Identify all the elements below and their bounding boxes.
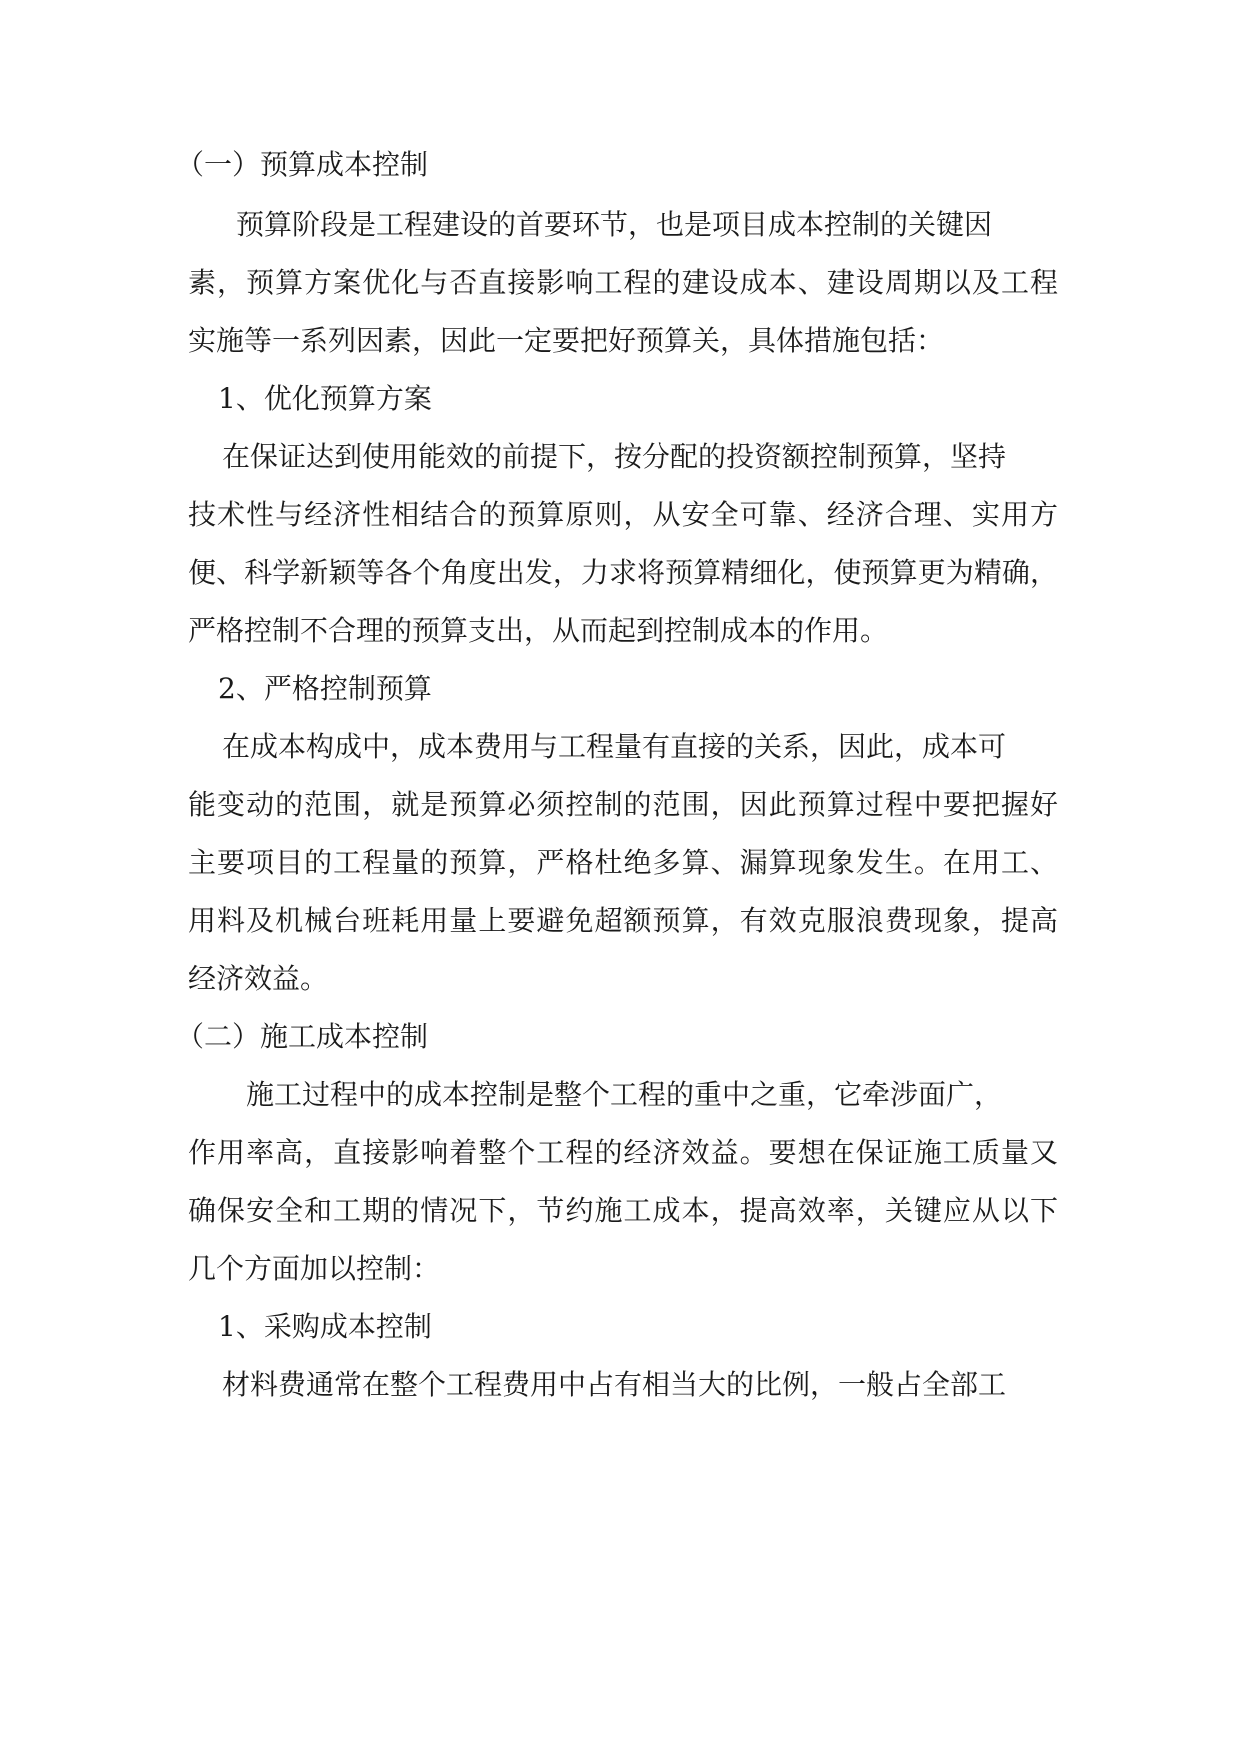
paragraph-line: 用料及机械台班耗用量上要避免超额预算，有效克服浪费现象，提高 [188,904,1058,937]
paragraph-line: 技术性与经济性相结合的预算原则，从安全可靠、经济合理、实用方 [188,498,1058,531]
paragraph-line: 材料费通常在整个工程费用中占有相当大的比例，一般占全部工 [222,1368,1007,1401]
paragraph-line: 几个方面加以控制： [188,1252,441,1285]
section-heading-construction-cost-control: （二）施工成本控制 [176,1020,429,1053]
section-heading-budget-cost-control: （一）预算成本控制 [176,148,429,181]
subheading-optimize-budget-plan: 1、优化预算方案 [218,382,432,415]
paragraph-line: 严格控制不合理的预算支出，从而起到控制成本的作用。 [188,614,889,647]
paragraph-line: 施工过程中的成本控制是整个工程的重中之重，它牵涉面广， [246,1078,1003,1111]
paragraph-line: 实施等一系列因素，因此一定要把好预算关，具体措施包括： [188,324,945,357]
subheading-strict-budget-control: 2、严格控制预算 [218,672,432,705]
paragraph-line: 经济效益。 [188,962,329,995]
paragraph-line: 在保证达到使用能效的前提下，按分配的投资额控制预算，坚持 [222,440,1007,473]
paragraph-line: 作用率高，直接影响着整个工程的经济效益。要想在保证施工质量又 [188,1136,1058,1169]
subheading-procurement-cost-control: 1、采购成本控制 [218,1310,432,1343]
paragraph-line: 预算阶段是工程建设的首要环节，也是项目成本控制的关键因 [236,208,993,241]
paragraph-line: 主要项目的工程量的预算，严格杜绝多算、漏算现象发生。在用工、 [188,846,1058,879]
paragraph-line: 素，预算方案优化与否直接影响工程的建设成本、建设周期以及工程 [188,266,1058,299]
paragraph-line: 能变动的范围，就是预算必须控制的范围，因此预算过程中要把握好 [188,788,1058,821]
paragraph-line: 确保安全和工期的情况下，节约施工成本，提高效率，关键应从以下 [188,1194,1058,1227]
paragraph-line: 在成本构成中，成本费用与工程量有直接的关系，因此，成本可 [222,730,1007,763]
paragraph-line: 便、科学新颖等各个角度出发，力求将预算精细化，使预算更为精确， [188,556,1058,589]
